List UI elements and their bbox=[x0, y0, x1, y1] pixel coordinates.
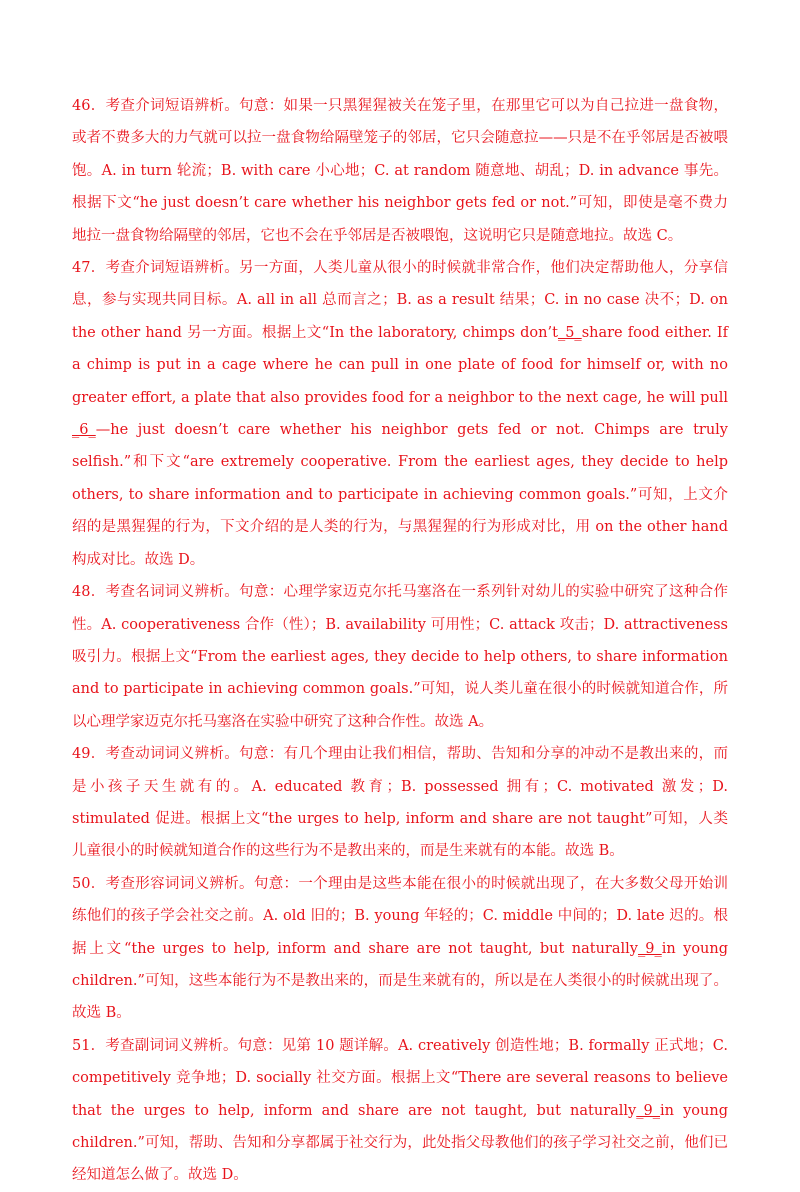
explanation-text: 51．考查副词词义辨析。句意：见第 10 题详解。A. creatively 创造性地；B. formally 正式地；C. competitively 竞争地；D. socially 社交方面。根据上文“There are several reasons to believe that the urges to help, inform and share are not taught, but naturally bbox=[72, 1037, 728, 1119]
explanation-51 bbox=[72, 1030, 728, 1192]
explanation-47 bbox=[72, 252, 728, 576]
explanation-text: 49．考查动词词义辨析。句意：有几个理由让我们相信，帮助、告知和分享的冲动不是教出来的，而是小孩子天生就有的。A. educated 教育；B. possessed 拥有；C. motivated 激发；D. stimulated 促进。根据上文“the urges to help, inform and share are not taught”可知，人类儿童很小的时候就知道合作的这些行为不是教出来的，而是生来就有的本能。故选 B。 bbox=[72, 746, 728, 860]
explanation-text: 48．考查名词词义辨析。句意：心理学家迈克尔托马塞洛在一系列针对幼儿的实验中研究了这种合作性。A. cooperativeness 合作（性）；B. availability 可用性；C. attack 攻击；D. attractiveness 吸引力。根据上文“From the earliest ages, they decide to help others, to share information and to participate in achieving common goals.”可知，说人类儿童在很小的时候就知道合作，所以心理学家迈克尔托马塞洛在实验中研究了这种合作性。故选 A。 bbox=[72, 584, 728, 730]
explanation-49 bbox=[72, 738, 728, 868]
explanation-50 bbox=[72, 868, 728, 1030]
explanation-text: in young children.”可知，这些本能行为不是教出来的，而是生来就有的，所以是在人类很小的时候就出现了。故选 B。 bbox=[72, 940, 729, 1022]
explanation-46 bbox=[72, 90, 728, 252]
blank-9: _9_ bbox=[637, 940, 662, 957]
blank-9: _9_ bbox=[636, 1102, 660, 1119]
explanation-text: 50．考查形容词词义辨析。句意：一个理由是这些本能在很小的时候就出现了，在大多数父母开始训练他们的孩子学会社交之前。A. old 旧的；B. young 年轻的；C. middle 中间的；D. late 迟的。根据上文“the urges to help, inform and share are not taught, but naturally bbox=[72, 875, 728, 957]
blank-5: _5_ bbox=[557, 324, 582, 341]
explanation-text: in young children.”可知，帮助、告知和分享都属于社交行为，此处指父母教他们的孩子学习社交之前，他们已经知道怎么做了。故选 D。 bbox=[72, 1102, 728, 1184]
explanation-text: share food either. If a chimp is put in a cage where he can pull in one plate of food for himself or, with no greater effort, a plate that also provides food for a neighbor to the next cage, he will pull bbox=[72, 324, 728, 406]
explanation-text: 47．考查介词短语辨析。另一方面，人类儿童从很小的时候就非常合作，他们决定帮助他人，分享信息，参与实现共同目标。A. all in all 总而言之；B. as a result 结果；C. in no case 决不；D. on the other hand 另一方面。根据上文“In the laboratory, chimps don’t bbox=[72, 260, 728, 341]
answer-explanations bbox=[72, 90, 728, 1192]
explanation-48 bbox=[72, 576, 728, 738]
explanation-text: —he just doesn’t care whether his neighbor gets fed or not. Chimps are truly selfish.”和下文“are extremely cooperative. From the earliest ages, they decide to help others, to share information and to participate in achieving common goals.”可知，上文介绍的是黑猩猩的行为，下文介绍的是人类的行为，与黑猩猩的行为形成对比，用 on the other hand 构成对比。故选 D。 bbox=[72, 422, 728, 568]
blank-6: _6_ bbox=[72, 422, 96, 439]
explanation-text: 46．考查介词短语辨析。句意：如果一只黑猩猩被关在笼子里，在那里它可以为自己拉进一盘食物，或者不费多大的力气就可以拉一盘食物给隔壁笼子的邻居，它只会随意拉——只是不在乎邻居是否被喂饱。A. in turn 轮流；B. with care 小心地；C. at random 随意地、胡乱；D. in advance 事先。根据下文“he just doesn’t care whether his neighbor gets fed or not.”可知，即使是毫不费力地拉一盘食物给隔壁的邻居，它也不会在乎邻居是否被喂饱，这说明它只是随意地拉。故选 C。 bbox=[72, 98, 728, 244]
